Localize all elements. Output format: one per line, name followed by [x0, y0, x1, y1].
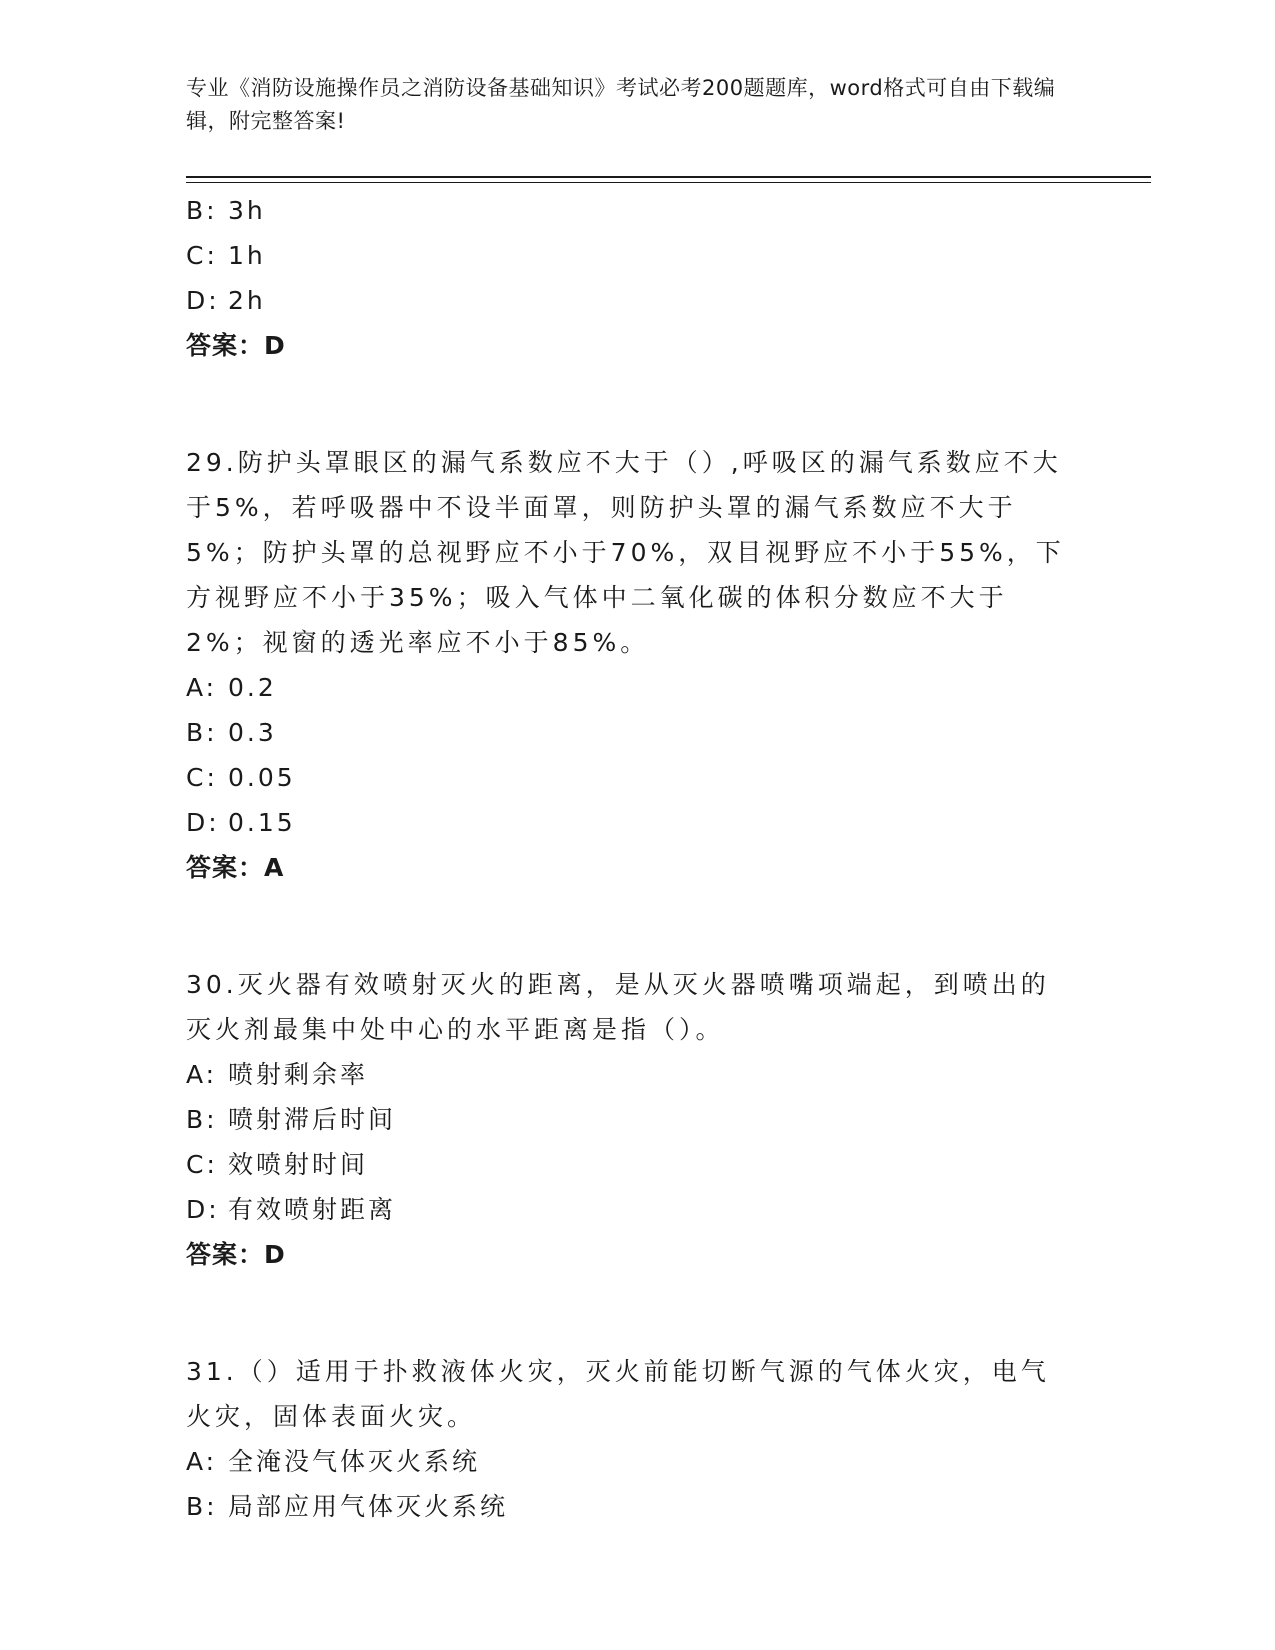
- option-c: C: 效喷射时间: [186, 1150, 369, 1179]
- answer-line: 答案：A: [186, 853, 285, 882]
- option-c: C: 1h: [186, 241, 266, 270]
- question-stem: 31.（）适用于扑救液体火灾，灭火前能切断气源的气体火灾，电气火灾，固体表面火灾。: [186, 1357, 1050, 1431]
- option-d: D: 有效喷射距离: [186, 1195, 397, 1224]
- option-d: D: 0.15: [186, 808, 296, 837]
- question-stem: 29.防护头罩眼区的漏气系数应不大于（）,呼吸区的漏气系数应不大于5%，若呼吸器中不设半面罩，则防护头罩的漏气系数应不大于5%；防护头罩的总视野应不小于70%，双目视野应不小于55%，下方视野应不小于35%；吸入气体中二氧化碳的体积分数应不大于2%；视窗的透光率应不小于85%。: [186, 448, 1065, 657]
- question-content: [186, 188, 1066, 1529]
- page-header: 专业《消防设施操作员之消防设备基础知识》考试必考200题题库，word格式可自由下载编辑，附完整答案!: [186, 76, 1056, 133]
- option-d: D: 2h: [186, 286, 266, 315]
- question-28-tail: [186, 188, 1066, 368]
- question-30: [186, 962, 1066, 1277]
- option-b: B: 喷射滞后时间: [186, 1105, 397, 1134]
- header-divider-thin: [186, 182, 1151, 183]
- question-29: [186, 440, 1066, 890]
- question-31: [186, 1349, 1066, 1529]
- option-a: A: 0.2: [186, 673, 277, 702]
- question-stem: 30.灭火器有效喷射灭火的距离，是从灭火器喷嘴项端起，到喷出的灭火剂最集中处中心的水平距离是指（）。: [186, 970, 1050, 1044]
- answer-line: 答案：D: [186, 331, 286, 360]
- header-divider-thick: [186, 176, 1151, 178]
- option-b: B: 0.3: [186, 718, 277, 747]
- option-b: B: 3h: [186, 196, 266, 225]
- answer-line: 答案：D: [186, 1240, 286, 1269]
- option-b: B: 局部应用气体灭火系统: [186, 1492, 509, 1521]
- option-a: A: 全淹没气体灭火系统: [186, 1447, 481, 1476]
- option-a: A: 喷射剩余率: [186, 1060, 369, 1089]
- option-c: C: 0.05: [186, 763, 296, 792]
